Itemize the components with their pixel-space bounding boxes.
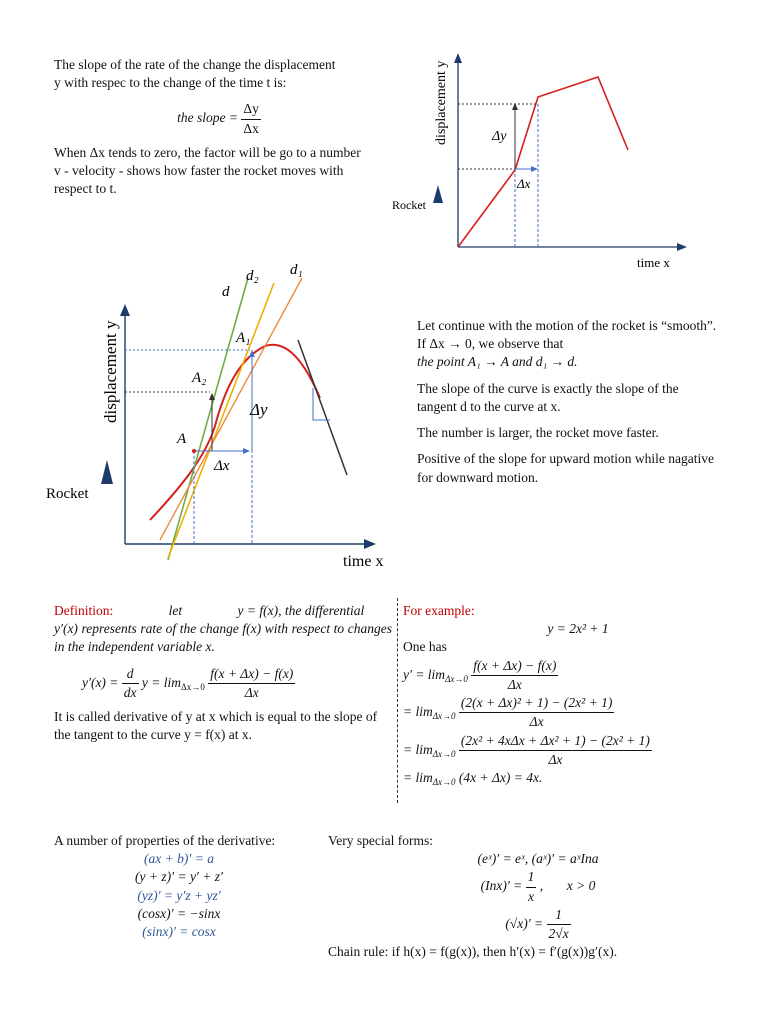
- example-one-has: One has: [403, 639, 447, 655]
- special-ln-cond: , x > 0: [539, 878, 596, 894]
- intro-line-1: The slope of the rate of the change the displacement: [54, 57, 336, 72]
- graph1-dx-label: Δx: [517, 176, 531, 191]
- property-item: (ax + b)′ = a: [144, 851, 214, 867]
- example-r2-den: Δx: [529, 714, 544, 730]
- special-chain: Chain rule: if h(x) = f(g(x)), then h′(x) = f′(g(x))g′(x).: [328, 944, 618, 960]
- smooth-p1b: the point A₁ → A and d₁ → d.: [417, 354, 578, 370]
- example-r4-lhs: = lim: [403, 769, 433, 785]
- graph1-dy-label: Δy: [492, 129, 507, 144]
- slope-num: Δy: [241, 100, 260, 119]
- graph1-rocket-icon: [433, 185, 443, 203]
- ddx-num: d: [122, 665, 139, 684]
- graph1-curve: [458, 77, 628, 247]
- graph2-secant-d2: [168, 283, 274, 558]
- example-r2-num: (2(x + Δx)² + 1) − (2x² + 1): [459, 694, 614, 713]
- graph2-label-d: d: [222, 284, 230, 300]
- special-ln-fraction: [526, 868, 537, 905]
- ddx-fraction: [122, 665, 139, 702]
- special-ln-lhs: (Inx)′ =: [480, 878, 523, 894]
- properties-title: A number of properties of the derivative:: [54, 833, 276, 848]
- graph-2: [40, 258, 402, 578]
- smooth-p3: The number is larger, the rocket move faster.: [417, 425, 659, 441]
- graph2-xlabel: time x: [343, 553, 384, 570]
- graph2-tangent-right: [298, 340, 347, 475]
- example-r4-sub: Δx→0: [432, 776, 456, 787]
- special-sqrt-lhs: (√x)′ =: [505, 915, 544, 931]
- example-r2-fraction: [459, 694, 614, 731]
- smooth-block: [417, 317, 717, 487]
- graph2-dx-label: Δx: [214, 458, 230, 474]
- smooth-p4: Positive of the slope for upward motion while nagative for downward motion.: [417, 451, 714, 485]
- deriv-lim-sub: Δx→0: [181, 681, 205, 692]
- slope-fraction: [241, 100, 260, 137]
- slope-label: the slope =: [177, 110, 239, 126]
- example-r3-lhs: = lim: [403, 741, 433, 757]
- example-block: [403, 602, 723, 788]
- example-r3-fraction: [459, 732, 652, 769]
- example-r1-fraction: [471, 657, 558, 694]
- property-item: (sinx)′ = cosx: [142, 924, 216, 940]
- definition-text-2: y′(x) represents rate of the change f(x) with respect to changes in the independent variable x.: [54, 621, 392, 655]
- graph2-rocket-label: Rocket: [46, 486, 89, 502]
- property-item: (y + z)′ = y′ + z′: [135, 869, 223, 885]
- graph2-dy-label: Δy: [250, 400, 268, 419]
- smooth-p1a: Let continue with the motion of the rocket is “smooth”. If Δx → 0, we observe that: [417, 318, 717, 352]
- graph2-y-arrow: [120, 304, 130, 316]
- example-r3-den: Δx: [548, 751, 563, 767]
- properties-list: [54, 850, 304, 941]
- graph1-rocket-label: Rocket: [392, 198, 426, 212]
- slope-den: Δx: [243, 120, 259, 136]
- graph2-label-a1: A₁: [236, 330, 251, 346]
- intro-line-2: y with respec to the change of the time t is:: [54, 75, 287, 91]
- property-item: (cosx)′ = −sinx: [137, 905, 221, 921]
- graph1-y-arrow: [454, 53, 462, 63]
- example-r1-den: Δx: [507, 676, 522, 692]
- definition-line-1: [54, 602, 392, 620]
- definition-after: It is called derivative of y at x which is equal to the slope of the tangent to the curve y = f(x) at x.: [54, 709, 378, 743]
- example-r3-num: (2x² + 4xΔx + Δx² + 1) − (2x² + 1): [459, 732, 652, 751]
- smooth-p2: The slope of the curve is exactly the slope of the tangent d to the curve at x.: [417, 380, 679, 414]
- graph1-xlabel: time x: [637, 255, 670, 270]
- definition-label: Definition:: [54, 603, 114, 618]
- property-item: (yz)′ = y′z + yz′: [137, 887, 221, 903]
- derivative-formula: [82, 665, 392, 702]
- special-exp: (eˣ)′ = eˣ, (aˣ)′ = aˣIna: [477, 851, 599, 867]
- special-ln-den: x: [528, 888, 535, 904]
- deriv-den: Δx: [244, 684, 259, 700]
- special-title: Very special forms:: [328, 833, 433, 848]
- deriv-fraction: [208, 665, 295, 702]
- special-sqrt-num: 1: [547, 906, 571, 925]
- definition-let: let: [168, 603, 183, 618]
- example-r4-rest: (4x + Δx) = 4x.: [458, 769, 543, 785]
- graph1-ylabel: displacement y: [434, 60, 449, 145]
- properties-block: [54, 832, 314, 941]
- example-row-4: [403, 769, 723, 788]
- definition-block: [54, 602, 392, 745]
- special-block: [328, 832, 748, 962]
- graph2-x-arrow: [364, 539, 376, 549]
- example-row-2: [403, 694, 723, 731]
- graph2-curve: [150, 345, 320, 520]
- ddx-den: dx: [123, 684, 137, 700]
- graph2-secant-d1: [160, 278, 302, 540]
- graph1-dy-arrowhead: [512, 103, 518, 110]
- column-divider: [397, 598, 398, 803]
- example-r1-lhs: y′ = lim: [403, 666, 446, 682]
- graph2-label-a2: A₂: [192, 370, 207, 386]
- example-r1-num: f(x + Δx) − f(x): [471, 657, 558, 676]
- deriv-num: f(x + Δx) − f(x): [208, 665, 295, 684]
- example-row-1: [403, 657, 723, 694]
- graph2-label-d1: d₁: [290, 262, 303, 278]
- special-ln: [328, 868, 748, 905]
- special-sqrt-fraction: [547, 906, 571, 943]
- deriv-mid: y = lim: [141, 674, 182, 690]
- graph2-ylabel: displacement y: [101, 320, 120, 423]
- example-r2-lhs: = lim: [403, 703, 433, 719]
- special-sqrt-den: 2√x: [548, 926, 569, 942]
- slope-formula: [54, 100, 384, 137]
- special-sqrt: [328, 906, 748, 943]
- graph2-label-d2: d₂: [246, 268, 259, 284]
- graph2-rocket-icon: [101, 460, 113, 484]
- example-label: For example:: [403, 603, 475, 618]
- example-row-3: [403, 732, 723, 769]
- graph2-point-a: [192, 449, 196, 453]
- deriv-lhs: y′(x) =: [82, 674, 119, 690]
- example-r3-sub: Δx→0: [432, 748, 456, 759]
- intro-paragraph: When Δx tends to zero, the factor will be go to a number v - velocity - shows how faster the rocket moves with respect to t.: [54, 144, 361, 197]
- example-r1-sub: Δx→0: [445, 673, 468, 684]
- graph2-label-a: A: [177, 431, 187, 447]
- example-r2-sub: Δx→0: [432, 710, 456, 721]
- special-ln-num: 1: [526, 868, 537, 887]
- graph1-x-arrow: [677, 243, 687, 251]
- graph-1: [385, 45, 695, 275]
- graph2-dx-arrowhead: [243, 448, 250, 454]
- intro-block: [54, 56, 384, 199]
- definition-text-1: y = f(x), the differential: [237, 603, 365, 618]
- graph1-dx-arrowhead: [531, 166, 538, 172]
- example-eq: y = 2x² + 1: [547, 621, 609, 637]
- graph2-tangent-d: [168, 278, 251, 560]
